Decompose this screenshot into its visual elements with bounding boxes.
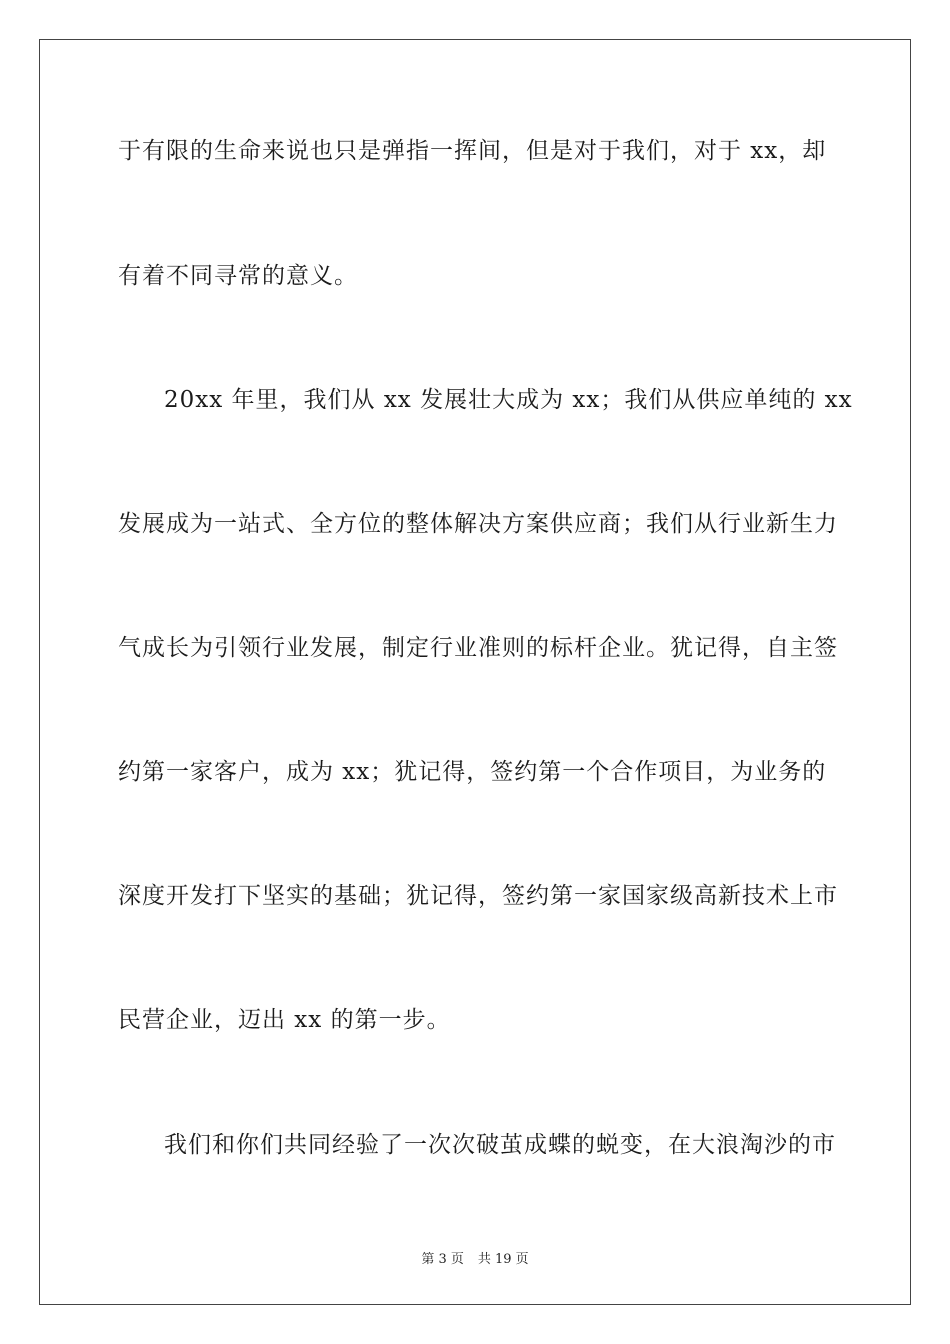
paragraph-line-3: 20xx 年里，我们从 xx 发展壮大成为 xx；我们从供应单纯的 xx: [164, 387, 853, 413]
page-number: 第 3 页: [421, 1252, 464, 1267]
paragraph-line-7: 深度开发打下坚实的基础；犹记得，签约第一家国家级高新技术上市: [118, 883, 838, 909]
paragraph-line-6: 约第一家客户，成为 xx；犹记得，签约第一个合作项目，为业务的: [118, 759, 827, 785]
paragraph-line-2: 有着不同寻常的意义。: [118, 263, 358, 289]
page-total: 共 19 页: [477, 1252, 529, 1267]
paragraph-line-9: 我们和你们共同经验了一次次破茧成蝶的蜕变，在大浪淘沙的市: [164, 1132, 836, 1158]
paragraph-line-4: 发展成为一站式、全方位的整体解决方案供应商；我们从行业新生力: [118, 511, 838, 537]
paragraph-line-1: 于有限的生命来说也只是弹指一挥间，但是对于我们，对于 xx，却: [118, 138, 827, 164]
page-footer: [0, 1248, 950, 1267]
paragraph-line-5: 气成长为引领行业发展，制定行业准则的标杆企业。犹记得，自主签: [118, 635, 838, 661]
paragraph-line-8: 民营企业，迈出 xx 的第一步。: [118, 1007, 451, 1033]
page-border: [39, 39, 911, 1305]
